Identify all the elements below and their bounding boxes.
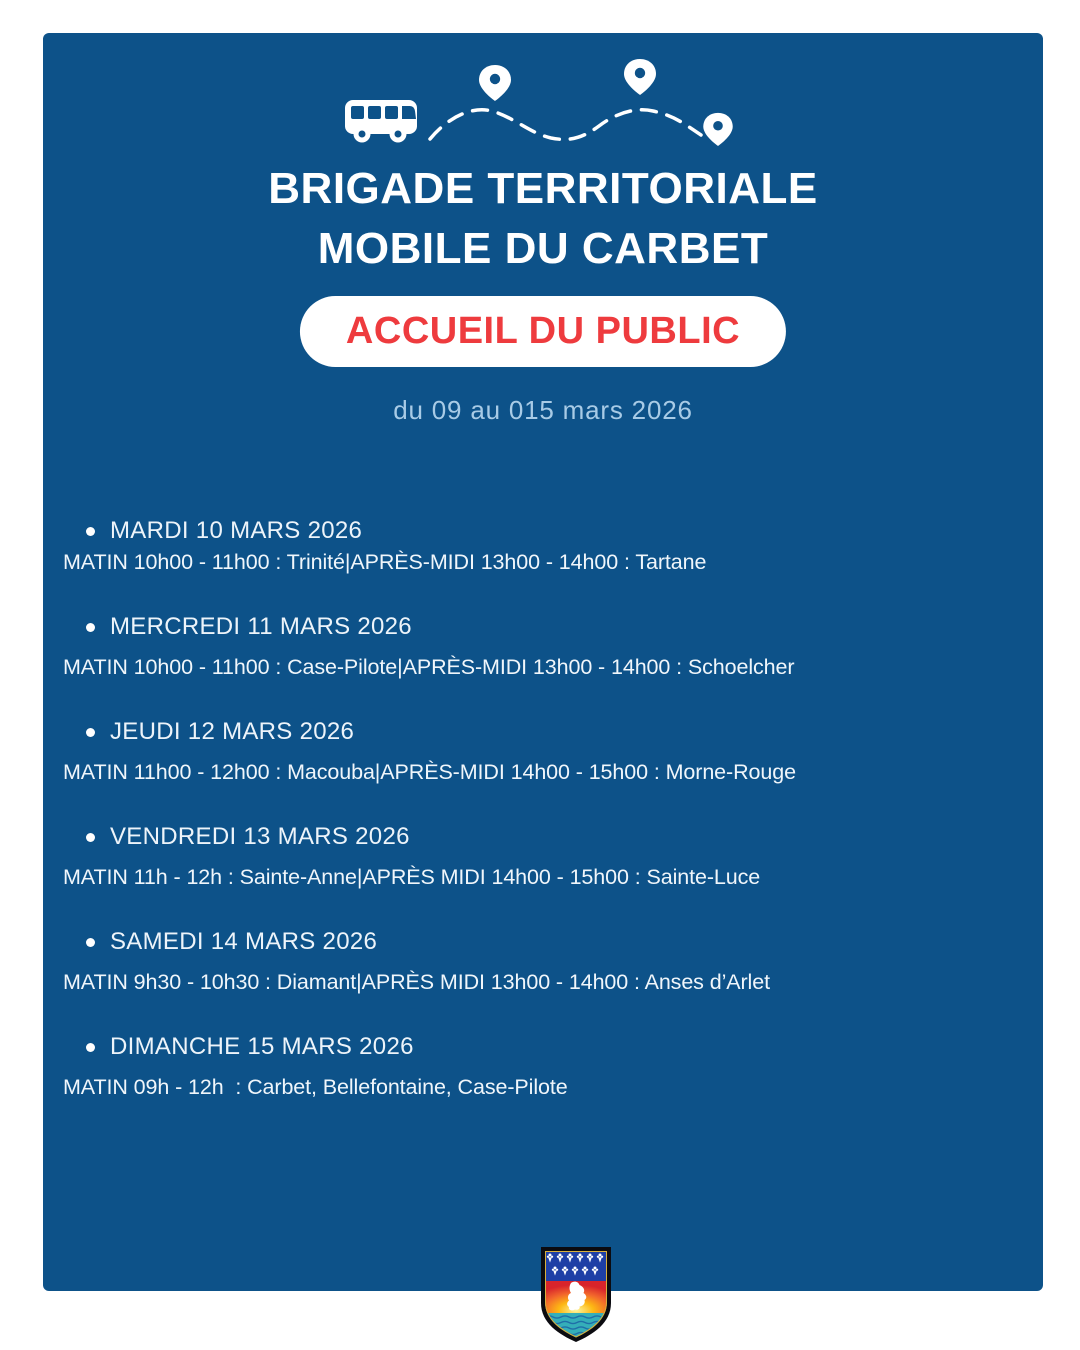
schedule-day-row (63, 1033, 1023, 1061)
schedule-item (63, 517, 1023, 575)
location-pin-icon (624, 59, 656, 95)
schedule-details: MATIN 09h - 12h : Carbet, Bellefontaine, Case-Pilote (63, 1075, 568, 1099)
day-label: MERCREDI 11 MARS 2026 (110, 613, 412, 640)
schedule-details: MATIN 10h00 - 11h00 : Case-Pilote|APRÈS-MIDI 13h00 - 14h00 : Schoelcher (63, 655, 795, 679)
bullet-dot-icon (86, 938, 95, 947)
blue-panel (43, 33, 1043, 1291)
schedule-details: MATIN 11h - 12h : Sainte-Anne|APRÈS MIDI 14h00 - 15h00 : Sainte-Luce (63, 865, 761, 889)
schedule-item (63, 823, 1023, 890)
day-label: DIMANCHE 15 MARS 2026 (110, 1033, 414, 1060)
poster-title-line1: BRIGADE TERRITORIALE (268, 164, 818, 213)
schedule-item (63, 613, 1023, 680)
schedule-item (63, 928, 1023, 995)
schedule-item (63, 718, 1023, 785)
bullet-dot-icon (86, 833, 95, 842)
schedule-day-row (63, 718, 1023, 746)
location-pin-icon (703, 113, 732, 146)
bullet-dot-icon (86, 1043, 95, 1052)
poster-title (43, 159, 1043, 279)
day-label: MARDI 10 MARS 2026 (110, 517, 363, 544)
bullet-dot-icon (86, 527, 95, 536)
schedule-item (63, 1033, 1023, 1100)
schedule-day-row (63, 823, 1023, 851)
schedule-list (63, 517, 1023, 1138)
date-range: du 09 au 015 mars 2026 (393, 395, 693, 425)
bus-icon (345, 100, 417, 143)
location-pin-icon (479, 65, 511, 101)
route-graphic (330, 53, 750, 165)
day-label: SAMEDI 14 MARS 2026 (110, 928, 378, 955)
route-graphic-svg (330, 53, 750, 165)
bullet-dot-icon (86, 728, 95, 737)
day-label: JEUDI 12 MARS 2026 (110, 718, 355, 745)
schedule-day-row (63, 928, 1023, 956)
bullet-dot-icon (86, 623, 95, 632)
schedule-day-row (63, 613, 1023, 641)
accueil-badge: ACCUEIL DU PUBLIC (300, 296, 786, 367)
crest-chief (545, 1251, 607, 1281)
carbet-crest-svg (537, 1243, 615, 1343)
schedule-details: MATIN 9h30 - 10h30 : Diamant|APRÈS MIDI 13h00 - 14h00 : Anses d’Arlet (63, 970, 770, 994)
day-label: VENDREDI 13 MARS 2026 (110, 823, 410, 850)
poster-title-line2: MOBILE DU CARBET (317, 224, 769, 273)
schedule-details: MATIN 11h00 - 12h00 : Macouba|APRÈS-MIDI 14h00 - 15h00 : Morne-Rouge (63, 760, 796, 784)
schedule-day-row (63, 517, 1023, 545)
carbet-crest-icon (537, 1243, 615, 1343)
dashed-route-line (430, 110, 701, 140)
schedule-details: MATIN 10h00 - 11h00 : Trinité|APRÈS-MIDI 13h00 - 14h00 : Tartane (63, 550, 707, 574)
